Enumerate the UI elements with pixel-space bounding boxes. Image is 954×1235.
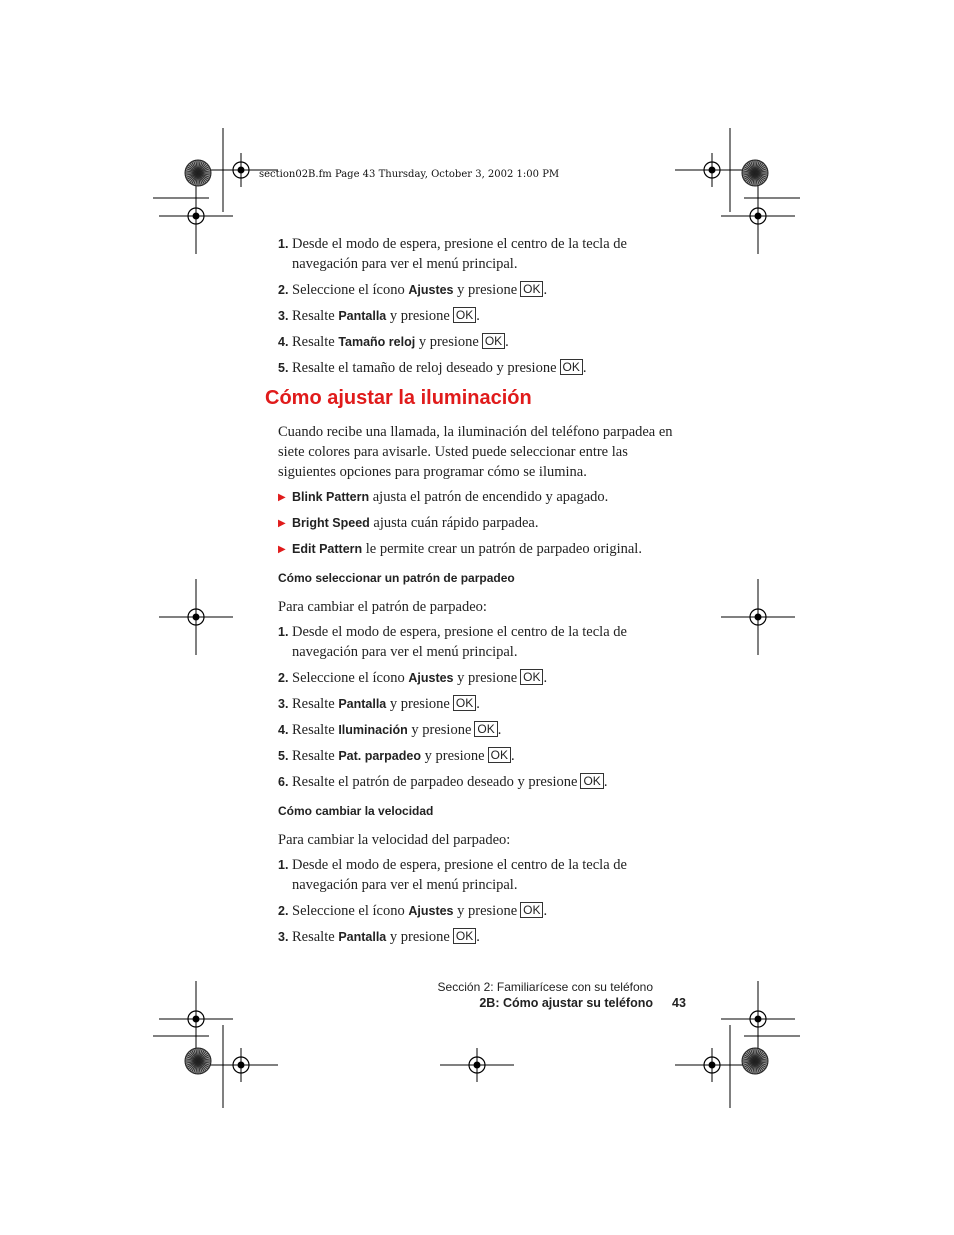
option-description: ajusta el patrón de encendido y apagado. [369, 489, 609, 505]
step-text: y presione [407, 722, 472, 738]
step-number: 1. [278, 237, 289, 251]
ok-key-icon: OK [453, 695, 476, 711]
list-item [278, 901, 678, 921]
steps-list-speed [278, 855, 678, 947]
list-item [278, 306, 678, 326]
list-item [278, 539, 678, 559]
step-period: . [510, 748, 515, 764]
option-name: Blink Pattern [292, 490, 370, 504]
footer-chapter: 2B: Cómo ajustar su teléfono [479, 996, 653, 1010]
registration-target-icon [204, 1048, 278, 1082]
step-number: 4. [278, 335, 289, 349]
step-period: . [505, 334, 509, 350]
option-name: Bright Speed [292, 516, 370, 530]
step-text: y presione [453, 903, 518, 919]
step-text: Resalte [292, 696, 339, 712]
step-text: y presione [453, 670, 518, 686]
subheading-pattern-intro: Para cambiar el patrón de parpadeo: [278, 599, 487, 615]
step-number: 1. [278, 858, 289, 872]
registration-target-icon [721, 1002, 795, 1036]
section-title: Cómo ajustar la iluminación [265, 387, 532, 409]
starburst-mark-icon [185, 160, 211, 186]
steps-list-pattern [278, 622, 678, 792]
registration-target-icon [675, 1048, 749, 1082]
step-text: Resalte [292, 308, 339, 324]
triangle-bullet-icon: ▶ [278, 518, 286, 529]
starburst-mark-icon [742, 160, 768, 186]
registration-target-icon [159, 199, 233, 233]
registration-target-icon [159, 600, 233, 634]
list-item [278, 332, 678, 352]
step-period: . [582, 360, 587, 376]
ok-key-icon: OK [520, 669, 543, 685]
step-number: 5. [278, 749, 289, 763]
list-item [278, 280, 678, 300]
menu-item-name: Ajustes [408, 671, 454, 685]
step-text: Desde el modo de espera, presione el centro de la tecla de navegación para ver el menú principal. [292, 236, 627, 272]
step-period: . [603, 774, 608, 790]
step-number: 6. [278, 775, 289, 789]
triangle-bullet-icon: ▶ [278, 492, 286, 503]
menu-item-name: Iluminación [338, 723, 408, 737]
ok-key-icon: OK [474, 721, 497, 737]
step-number: 1. [278, 625, 289, 639]
steps-list-clock [278, 234, 678, 378]
option-description: le permite crear un patrón de parpadeo original. [362, 541, 642, 557]
page-number: 43 [672, 996, 686, 1010]
starburst-mark-icon [185, 1048, 211, 1074]
option-name: Edit Pattern [292, 542, 363, 556]
step-period: . [497, 722, 502, 738]
triangle-bullet-icon: ▶ [278, 544, 286, 555]
list-item [278, 622, 678, 662]
ok-key-icon: OK [520, 281, 543, 297]
list-item [278, 487, 678, 507]
ok-key-icon: OK [488, 747, 511, 763]
registration-target-icon [721, 600, 795, 634]
step-number: 3. [278, 930, 289, 944]
starburst-mark-icon [742, 1048, 768, 1074]
step-period: . [543, 670, 548, 686]
list-item [278, 927, 678, 947]
step-number: 3. [278, 309, 289, 323]
menu-item-name: Ajustes [408, 904, 454, 918]
intro-paragraph: Cuando recibe una llamada, la iluminación del teléfono parpadea en siete colores para avisarle. Usted puede seleccionar entre las siguientes opciones para programar cómo se ilumina. [278, 424, 673, 480]
ok-key-icon: OK [453, 928, 476, 944]
step-period: . [543, 282, 548, 298]
list-item [278, 720, 678, 740]
step-number: 5. [278, 361, 289, 375]
step-text: y presione [420, 748, 485, 764]
step-text: Resalte el tamaño de reloj deseado y presione [292, 360, 557, 376]
step-text: y presione [415, 334, 479, 350]
file-header: section02B.fm Page 43 Thursday, October 3, 2002 1:00 PM [259, 169, 560, 180]
step-text: Resalte [292, 929, 339, 945]
step-text: y presione [453, 282, 518, 298]
menu-item-name: Pantalla [338, 309, 387, 323]
step-text: Resalte [292, 334, 339, 350]
step-number: 2. [278, 671, 289, 685]
step-text: Resalte [292, 748, 339, 764]
menu-item-name: Pat. parpadeo [338, 749, 421, 763]
ok-key-icon: OK [482, 333, 505, 349]
subheading-speed: Cómo cambiar la velocidad [278, 804, 434, 818]
list-item [278, 513, 678, 533]
option-bullets [278, 487, 678, 559]
step-number: 3. [278, 697, 289, 711]
footer-section: Sección 2: Familiarícese con su teléfono [437, 980, 653, 994]
list-item [278, 694, 678, 714]
step-text: Seleccione el ícono [292, 903, 409, 919]
ok-key-icon: OK [560, 359, 583, 375]
step-text: Desde el modo de espera, presione el centro de la tecla de navegación para ver el menú principal. [292, 857, 627, 893]
step-text: y presione [386, 929, 450, 945]
list-item [278, 746, 678, 766]
step-period: . [476, 929, 480, 945]
option-description: ajusta cuán rápido parpadea. [369, 515, 539, 531]
step-text: y presione [386, 696, 450, 712]
list-item [278, 668, 678, 688]
step-text: Resalte el patrón de parpadeo deseado y presione [292, 774, 578, 790]
page-content [265, 234, 678, 953]
ok-key-icon: OK [520, 902, 543, 918]
ok-key-icon: OK [453, 307, 476, 323]
step-text: Seleccione el ícono [292, 282, 409, 298]
registration-target-icon [675, 153, 749, 187]
list-item [278, 772, 678, 792]
step-period: . [476, 308, 480, 324]
step-period: . [543, 903, 548, 919]
step-text: Resalte [292, 722, 339, 738]
step-period: . [476, 696, 480, 712]
registration-target-icon [440, 1048, 514, 1082]
menu-item-name: Pantalla [338, 697, 387, 711]
menu-item-name: Pantalla [338, 930, 387, 944]
menu-item-name: Ajustes [408, 283, 454, 297]
menu-item-name: Tamaño reloj [338, 335, 416, 349]
step-number: 2. [278, 904, 289, 918]
registration-target-icon [159, 1002, 233, 1036]
list-item [278, 855, 678, 895]
registration-target-icon [721, 199, 795, 233]
step-number: 2. [278, 283, 289, 297]
step-text: Desde el modo de espera, presione el centro de la tecla de navegación para ver el menú principal. [292, 624, 627, 660]
step-text: Seleccione el ícono [292, 670, 409, 686]
subheading-pattern: Cómo seleccionar un patrón de parpadeo [278, 571, 515, 585]
step-text: y presione [386, 308, 450, 324]
subheading-speed-intro: Para cambiar la velocidad del parpadeo: [278, 832, 511, 848]
list-item [278, 234, 678, 274]
ok-key-icon: OK [580, 773, 603, 789]
list-item [278, 358, 678, 378]
step-number: 4. [278, 723, 289, 737]
